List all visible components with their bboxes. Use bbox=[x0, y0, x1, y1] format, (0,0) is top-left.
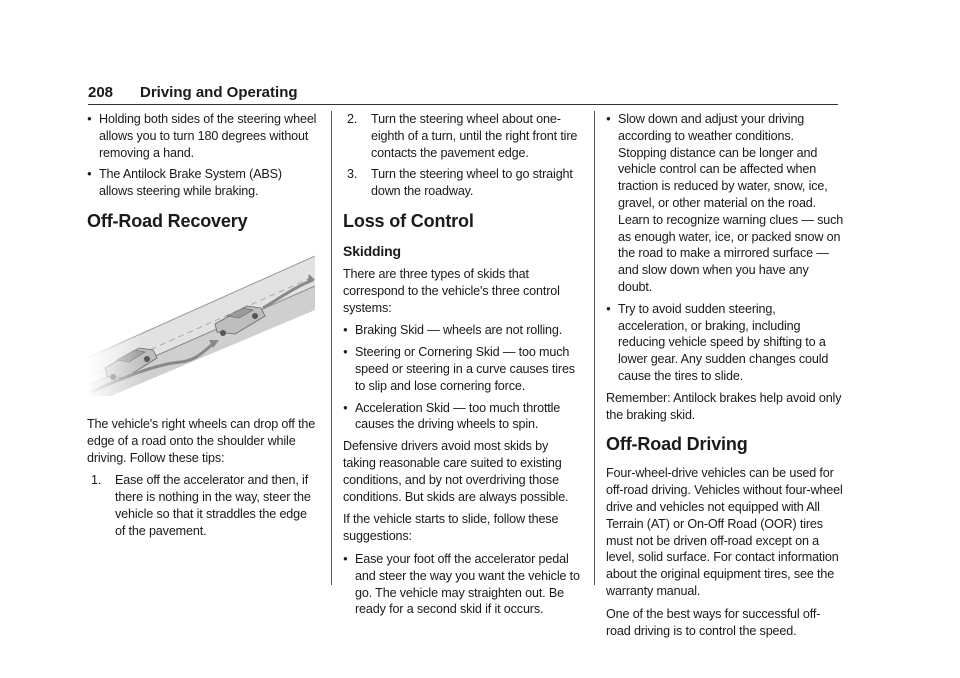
bullet-item: ● Acceleration Skid — too much throttle causes the driving wheels to spin. bbox=[343, 400, 581, 434]
heading-off-road-driving: Off-Road Driving bbox=[606, 434, 748, 455]
subheading-skidding: Skidding bbox=[343, 242, 401, 259]
off-road-recovery-illustration bbox=[87, 246, 315, 396]
step-text: Turn the steering wheel about one-eighth of a turn, until the right front tire contacts the pavement edge. bbox=[371, 112, 578, 160]
heading-loss-of-control: Loss of Control bbox=[343, 210, 474, 231]
column-divider bbox=[331, 111, 332, 585]
paragraph: Remember: Antilock brakes help avoid only the braking skid. bbox=[606, 390, 842, 422]
page-header bbox=[88, 82, 838, 105]
bullet-item: ● Braking Skid — wheels are not rolling. bbox=[343, 322, 581, 339]
column-divider bbox=[594, 111, 595, 585]
paragraph: There are three types of skids that correspond to the vehicle's three control systems: bbox=[343, 266, 560, 315]
step-text: Ease off the accelerator and then, if there is nothing in the way, steer the vehicle so that it straddles the edge of the pavement. bbox=[115, 473, 311, 538]
bullet-item: ● Ease your foot off the accelerator pedal and steer the way you want the vehicle to go. The vehicle may straighten out. Be ready for a second skid if it occurs. bbox=[343, 551, 581, 618]
paragraph: The vehicle's right wheels can drop off the edge of a road onto the shoulder while driving. Follow these tips: bbox=[87, 416, 316, 465]
numbered-step bbox=[87, 472, 319, 539]
step-number: 2. bbox=[347, 112, 358, 126]
section-title: Driving and Operating bbox=[140, 84, 298, 101]
bullet-item: ● The Antilock Brake System (ABS) allows steering while braking. bbox=[87, 166, 319, 200]
paragraph: Four-wheel-drive vehicles can be used for off-road driving. Vehicles without four-wheel drive and vehicles not equipped with All Terrain (AT) or On-Off Road (OOR) tires must not be driven off-road except on a level, solid surface. For contact information about the original equipment tires, see the warranty manual. bbox=[606, 466, 843, 598]
bullet-item: ● Holding both sides of the steering wheel allows you to turn 180 degrees without removing a hand. bbox=[87, 111, 319, 161]
step-number: 1. bbox=[91, 473, 102, 488]
paragraph: One of the best ways for successful off-road driving is to control the speed. bbox=[606, 606, 821, 638]
paragraph: Defensive drivers avoid most skids by taking reasonable care suited to existing conditions, and by not overdriving those conditions. But skids are always possible. bbox=[343, 439, 569, 504]
bullet-item: ● Slow down and adjust your driving according to weather conditions. Stopping distance can be longer and vehicle control can be affected when traction is reduced by water, snow, ice, gravel, or other material on the road. Learn to recognize warning clues — such as enough water, ice, or packed snow on the road to make a mirrored surface — and slow down when you have any doubt. bbox=[606, 111, 844, 296]
paragraph: If the vehicle starts to slide, follow these suggestions: bbox=[343, 512, 559, 544]
step-text: Turn the steering wheel to go straight down the roadway. bbox=[371, 167, 573, 199]
bullet-item: ● Steering or Cornering Skid — too much speed or steering in a curve causes tires to slip and lose cornering force. bbox=[343, 344, 581, 394]
heading-off-road-recovery: Off-Road Recovery bbox=[87, 210, 248, 231]
page-number: 208 bbox=[88, 84, 114, 101]
numbered-step bbox=[343, 166, 581, 200]
numbered-step bbox=[343, 111, 581, 161]
column-left bbox=[87, 111, 319, 545]
column-right bbox=[606, 111, 844, 645]
step-number: 3. bbox=[347, 167, 358, 182]
bullet-item: ● Try to avoid sudden steering, acceleration, or braking, including reducing vehicle speed by shifting to a lower gear. Any sudden changes could cause the tires to slide. bbox=[606, 301, 844, 385]
column-middle bbox=[343, 111, 581, 623]
